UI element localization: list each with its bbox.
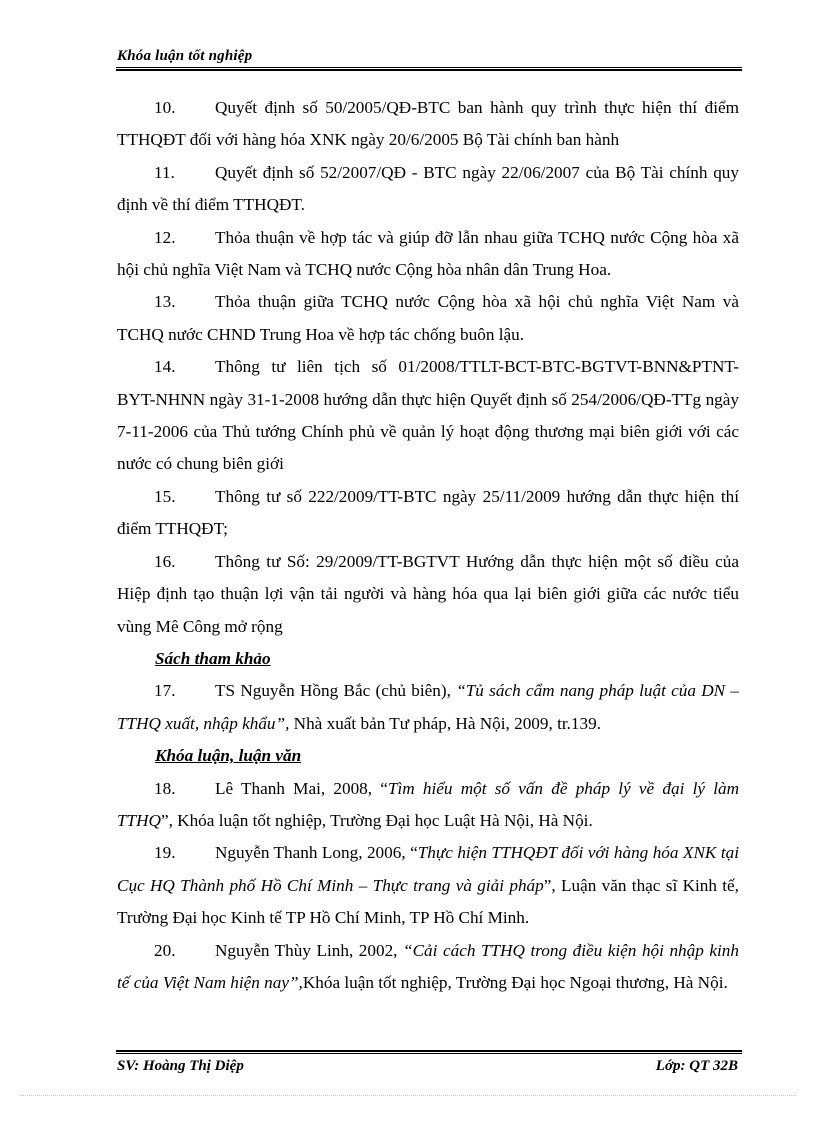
running-header: Khóa luận tốt nghiệp bbox=[117, 48, 253, 64]
reference-list bbox=[117, 92, 739, 999]
footer-student: SV: Hoàng Thị Diệp bbox=[117, 1058, 244, 1074]
reference-item: 17. TS Nguyễn Hồng Bắc (chủ biên), “Tủ sách cẩm nang pháp luật của DN – TTHQ xuất, nhập khẩu”, Nhà xuất bản Tư pháp, Hà Nội, 2009, tr.139. bbox=[117, 681, 739, 733]
reference-item: 10. Quyết định số 50/2005/QĐ-BTC ban hành quy trình thực hiện thí điểm TTHQĐT đối với hàng hóa XNK ngày 20/6/2005 Bộ Tài chính ban hành bbox=[117, 98, 739, 150]
footer-rule bbox=[116, 1053, 742, 1054]
header-rule-thick bbox=[116, 69, 742, 71]
footer-class: Lớp: QT 32B bbox=[655, 1058, 738, 1074]
reference-item: 20. Nguyễn Thùy Linh, 2002, “Cải cách TTHQ trong điều kiện hội nhập kinh tế của Việt Nam hiện nay”,Khóa luận tốt nghiệp, Trường Đại học Ngoại thương, Hà Nội. bbox=[117, 940, 739, 992]
reference-item: 15. Thông tư số 222/2009/TT-BTC ngày 25/11/2009 hướng dẫn thực hiện thí điểm TTHQĐT; bbox=[117, 486, 739, 539]
reference-item: 11. Quyết định số 52/2007/QĐ - BTC ngày 22/06/2007 của Bộ Tài chính quy định về thí điểm TTHQĐT. bbox=[117, 162, 739, 215]
reference-item: 16. Thông tư Số: 29/2009/TT-BGTVT Hướng dẫn thực hiện một số điều của Hiệp định tạo thuận lợi vận tải người và hàng hóa qua lại biên giới giữa các nước tiểu vùng Mê Công mở rộng bbox=[117, 551, 739, 636]
header-rule bbox=[116, 67, 742, 68]
section-heading-books: Sách tham khảo bbox=[155, 648, 271, 668]
page-edge-dots bbox=[20, 1095, 796, 1096]
reference-item: 19. Nguyễn Thanh Long, 2006, “Thực hiện TTHQĐT đối với hàng hóa XNK tại Cục HQ Thành phố Hồ Chí Minh – Thực trang và giải pháp”, Luận văn thạc sĩ Kinh tế, Trường Đại học Kinh tế TP Hồ Chí Minh, TP Hồ Chí Minh. bbox=[117, 843, 739, 928]
reference-item: 18. Lê Thanh Mai, 2008, “Tìm hiểu một số vấn đề pháp lý về đại lý làm TTHQ”, Khóa luận tốt nghiệp, Trường Đại học Luật Hà Nội, Hà Nội. bbox=[117, 778, 739, 830]
section-heading-theses: Khóa luận, luận văn bbox=[155, 746, 302, 766]
reference-item: 12. Thỏa thuận về hợp tác và giúp đỡ lẫn nhau giữa TCHQ nước Cộng hòa xã hội chủ nghĩa Việt Nam và TCHQ nước Cộng hòa nhân dân Trung Hoa. bbox=[117, 227, 739, 280]
footer-rule-thick bbox=[116, 1050, 742, 1052]
reference-item: 13. Thỏa thuận giữa TCHQ nước Cộng hòa xã hội chủ nghĩa Việt Nam và TCHQ nước CHND Trung Hoa về hợp tác chống buôn lậu. bbox=[117, 292, 739, 344]
reference-item: 14. Thông tư liên tịch số 01/2008/TTLT-BCT-BTC-BGTVT-BNN&PTNT-BYT-NHNN ngày 31-1-2008 hướng dẫn thực hiện Quyết định số 254/2006/QĐ-TTg ngày 7-11-2006 của Thủ tướng Chính phủ về quản lý hoạt động thương mại biên giới với các nước có chung biên giới bbox=[117, 357, 739, 474]
